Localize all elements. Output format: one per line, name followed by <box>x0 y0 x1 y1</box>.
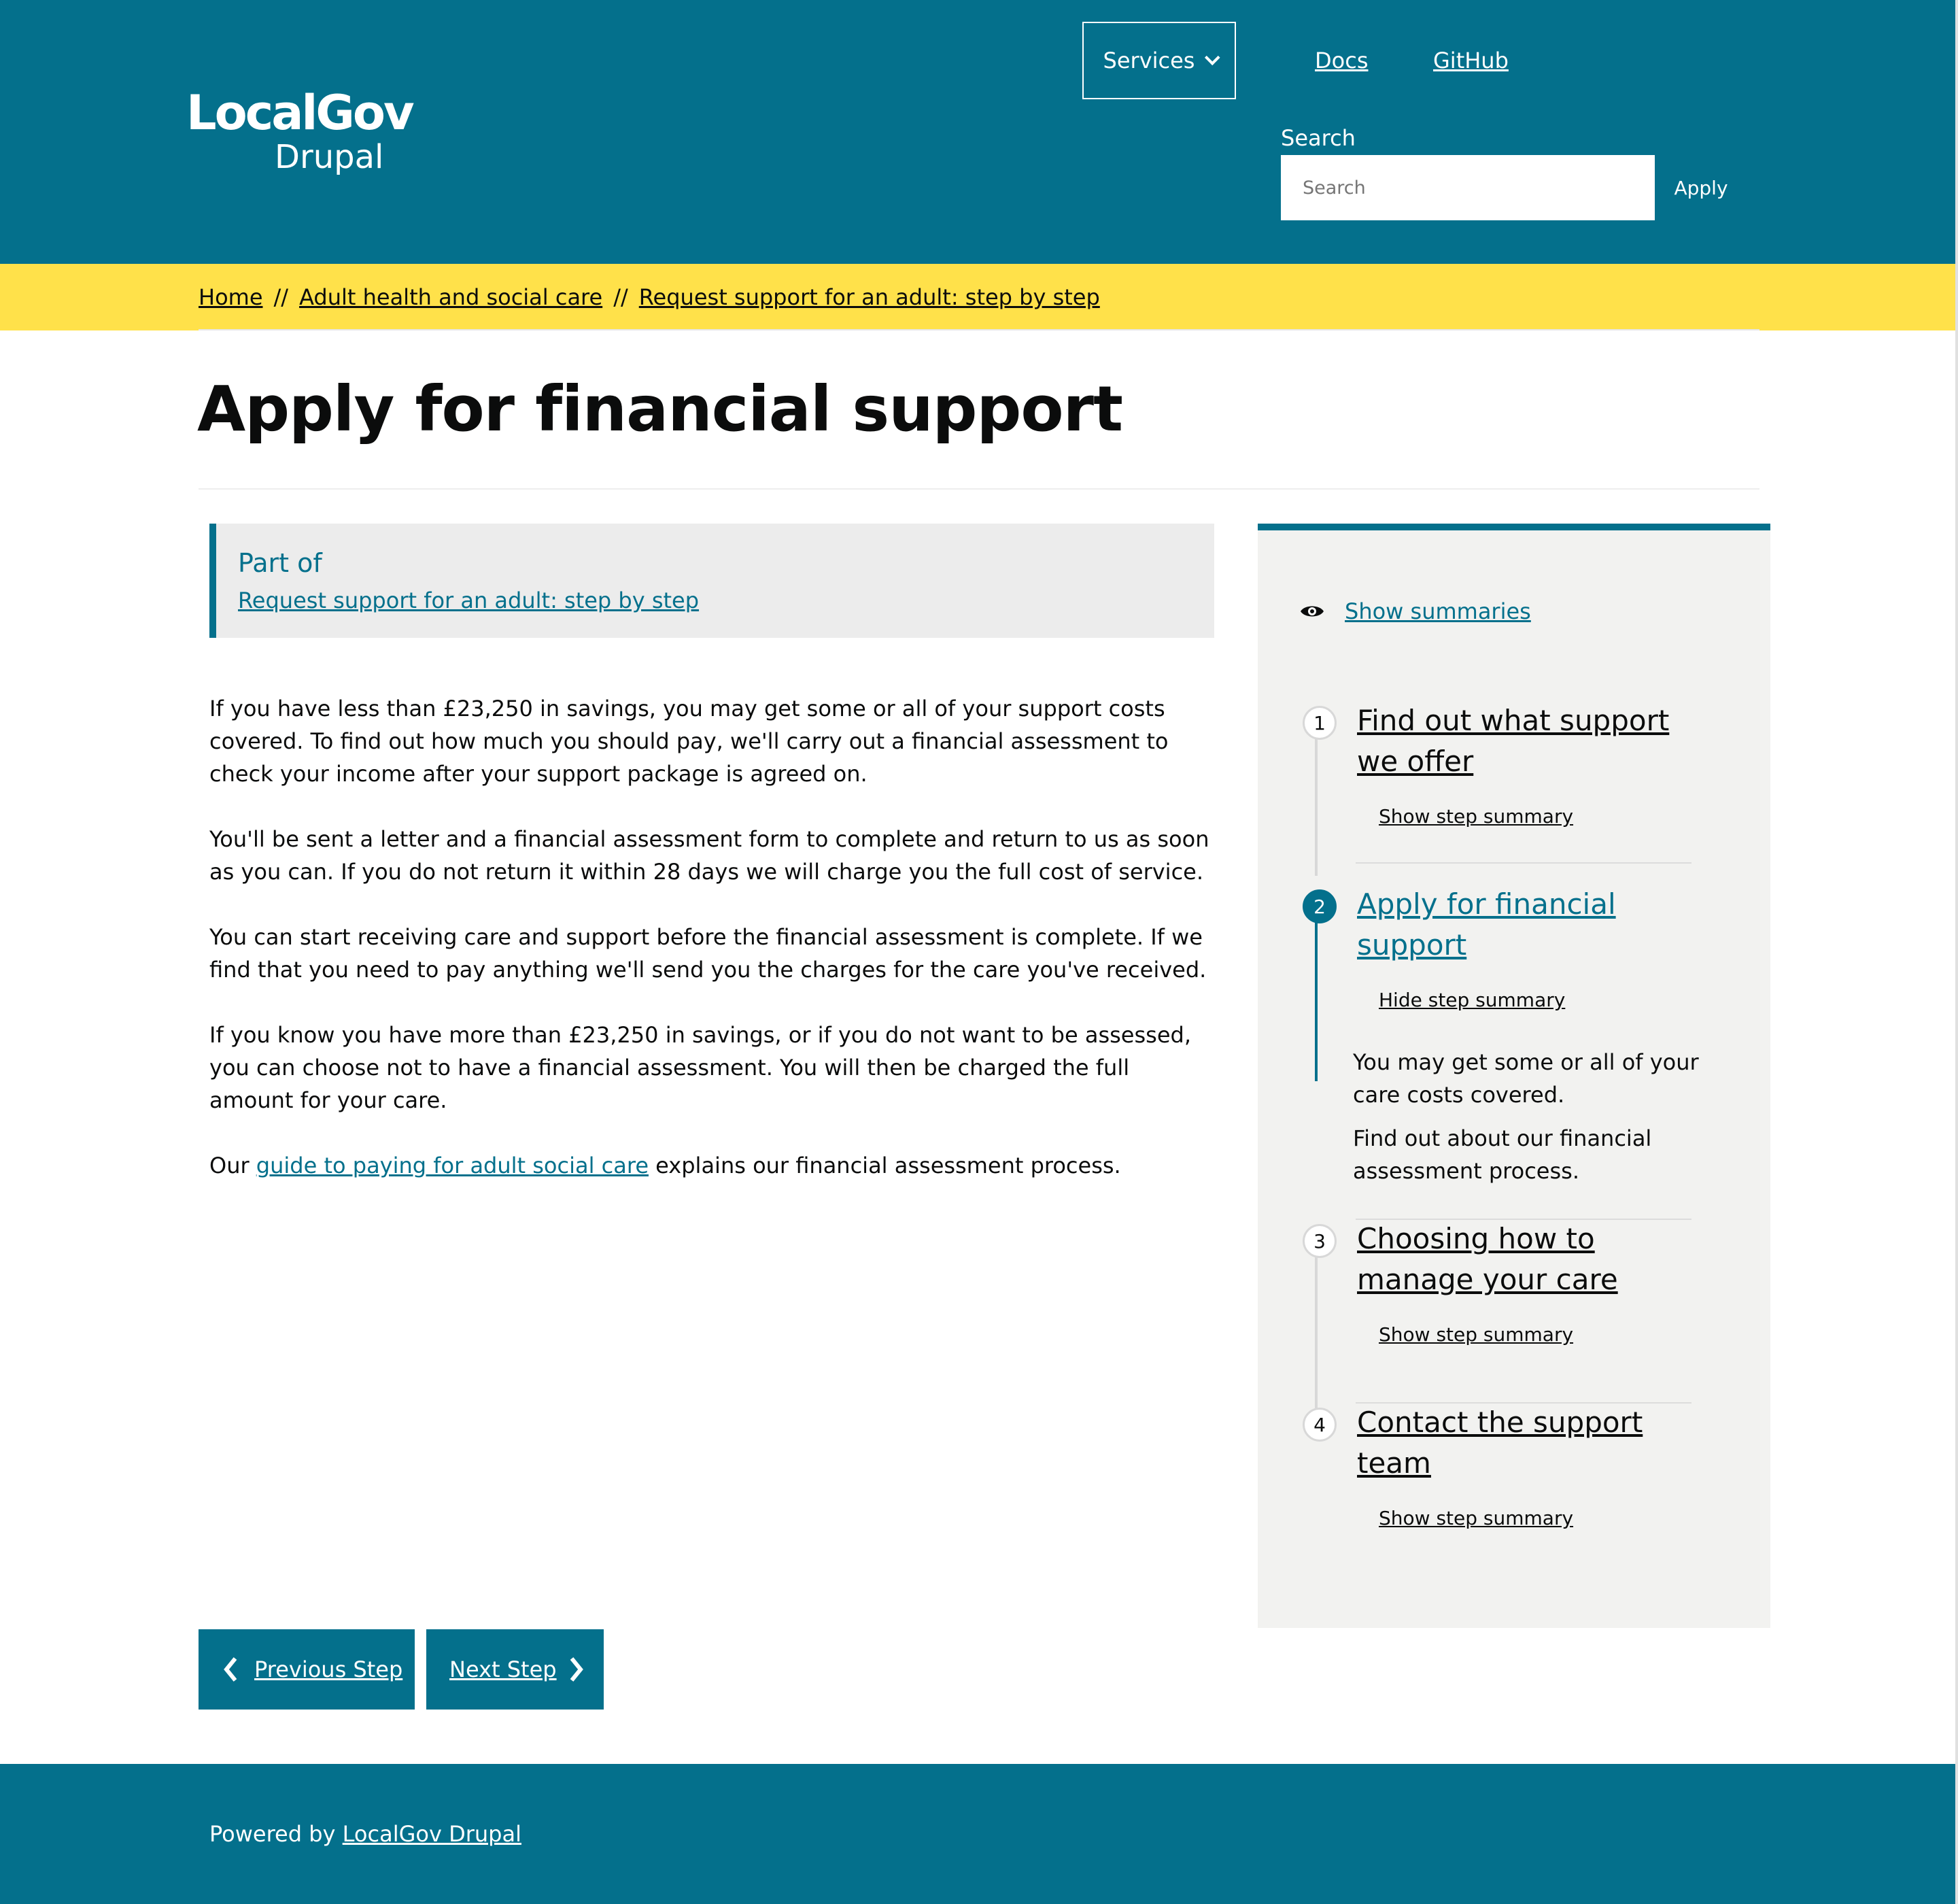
eye-icon <box>1300 603 1324 619</box>
page-title: Apply for financial support <box>197 373 1122 445</box>
next-step-label: Next Step <box>449 1656 557 1682</box>
breadcrumb-divider <box>199 329 1759 330</box>
chevron-left-icon <box>223 1656 238 1683</box>
text-before-link: Our <box>209 1153 256 1178</box>
step-summary-text: Find out about our financial assessment process. <box>1353 1125 1652 1184</box>
guide-link[interactable]: guide to paying for adult social care <box>256 1153 649 1178</box>
step-rail <box>1315 1255 1318 1416</box>
show-summaries-control[interactable] <box>1300 598 1531 624</box>
scrollbar-edge <box>1955 0 1958 1904</box>
step-divider <box>1356 862 1691 864</box>
footer-link[interactable]: LocalGov Drupal <box>342 1821 521 1847</box>
footer-prefix: Powered by <box>209 1821 343 1847</box>
step-title-link-active[interactable]: Apply for financial support <box>1357 887 1616 962</box>
search-label: Search <box>1281 125 1356 151</box>
breadcrumb-separator: // <box>273 284 289 310</box>
step-number: 3 <box>1303 1224 1337 1258</box>
step-divider <box>1356 1402 1691 1404</box>
breadcrumb-home[interactable]: Home <box>199 284 263 310</box>
hide-step-summary-button[interactable]: Hide step summary <box>1379 989 1566 1011</box>
previous-step-button[interactable] <box>199 1629 415 1710</box>
footer-credit <box>209 1821 521 1847</box>
body-paragraph: You can start receiving care and support before the financial assessment is complete. If we find that you need to pay anything we'll send you the charges for the care you've received. <box>209 924 1207 983</box>
next-step-button[interactable] <box>426 1629 604 1710</box>
step-rail-active <box>1315 906 1318 1081</box>
logo-subtitle: Drupal <box>275 138 384 176</box>
breadcrumb-adult-health[interactable]: Adult health and social care <box>299 284 603 310</box>
body-paragraph-guide <box>209 1149 1216 1182</box>
breadcrumb-bar <box>0 264 1958 330</box>
part-of-link[interactable]: Request support for an adult: step by step <box>238 588 700 613</box>
breadcrumb-separator: // <box>613 284 628 310</box>
chevron-down-icon <box>1205 50 1220 65</box>
body-paragraph: If you know you have more than £23,250 in savings, or if you do not want to be assessed, you can choose not to have a financial assessment. You will then be charged the full amount for your care. <box>209 1022 1191 1113</box>
step-summary <box>1353 1046 1706 1198</box>
step-number-active: 2 <box>1303 889 1337 923</box>
step-title-link[interactable]: Contact the support team <box>1357 1406 1643 1480</box>
part-of-label: Part of <box>238 548 322 578</box>
show-step-summary-button[interactable]: Show step summary <box>1379 1323 1574 1346</box>
previous-step-label: Previous Step <box>254 1656 403 1682</box>
step-rail <box>1315 738 1318 876</box>
logo-wordmark: LocalGov <box>186 85 413 141</box>
breadcrumb <box>199 284 1100 310</box>
nav-link-github[interactable]: GitHub <box>1433 48 1509 73</box>
site-footer <box>0 1764 1958 1904</box>
main-content <box>209 692 1216 1214</box>
show-step-summary-button[interactable]: Show step summary <box>1379 1507 1574 1529</box>
search-apply-button[interactable]: Apply <box>1653 155 1749 220</box>
text-after-link: explains our financial assessment process. <box>649 1153 1121 1178</box>
show-step-summary-button[interactable]: Show step summary <box>1379 805 1574 828</box>
breadcrumb-request-support[interactable]: Request support for an adult: step by step <box>638 284 1100 310</box>
step-divider <box>1356 1219 1691 1220</box>
site-header <box>0 0 1958 264</box>
body-paragraph: You'll be sent a letter and a financial assessment form to complete and return to us as soon as you can. If you do not return it within 28 days we will charge you the full cost of service. <box>209 826 1209 885</box>
nav-link-docs[interactable]: Docs <box>1315 48 1369 73</box>
site-logo[interactable] <box>186 87 413 175</box>
step-title-link[interactable]: Choosing how to manage your care <box>1357 1222 1618 1296</box>
step-number: 1 <box>1303 706 1337 740</box>
step-summary-text: You may get some or all of your care costs covered. <box>1353 1049 1699 1108</box>
show-summaries-link[interactable]: Show summaries <box>1345 598 1531 624</box>
services-menu-button[interactable] <box>1082 22 1236 99</box>
part-of-box <box>209 524 1214 638</box>
step-title-link[interactable]: Find out what support we offer <box>1357 704 1670 778</box>
body-paragraph: If you have less than £23,250 in savings, you may get some or all of your support costs covered. To find out how much you should pay, we'll carry out a financial assessment to check your income after your support package is agreed on. <box>209 696 1169 787</box>
title-divider <box>199 488 1759 490</box>
search-input[interactable] <box>1281 155 1655 220</box>
services-label: Services <box>1103 48 1195 73</box>
step-number: 4 <box>1303 1408 1337 1442</box>
chevron-right-icon <box>569 1656 584 1683</box>
